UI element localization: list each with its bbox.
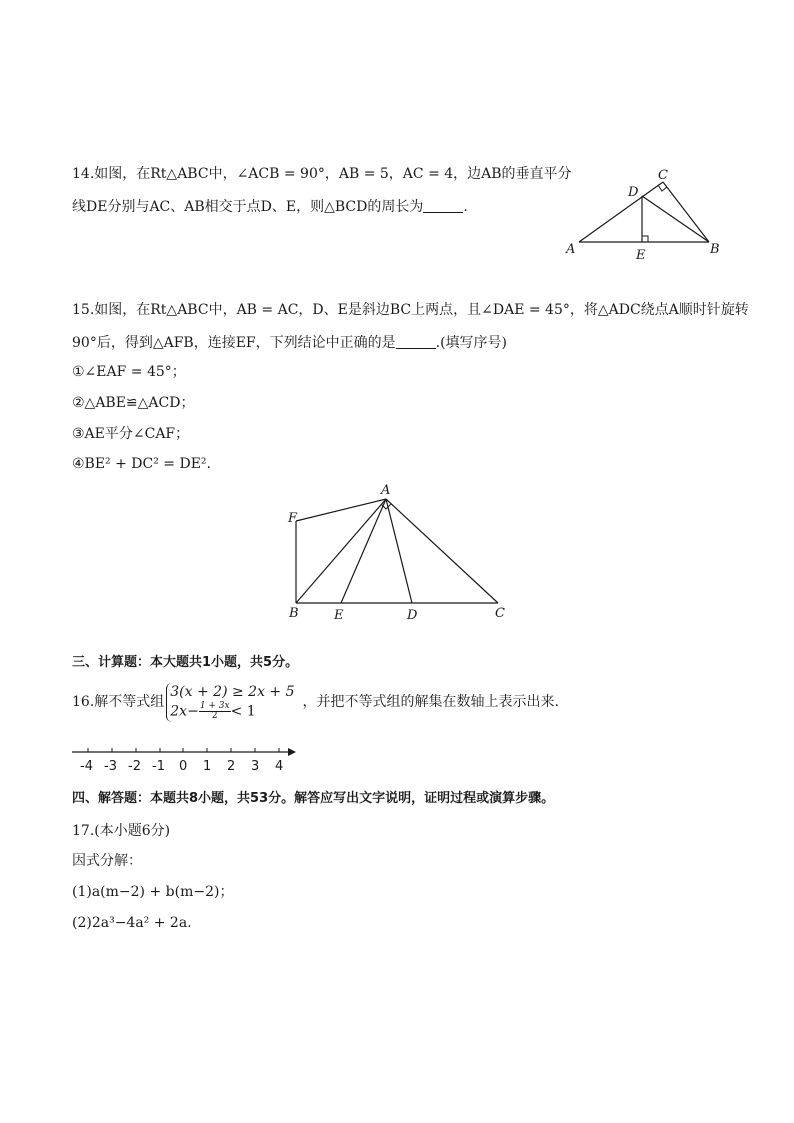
q14-label-b: B <box>710 242 720 257</box>
q16-suffix: ，并把不等式组的解集在数轴上表示出来. <box>302 693 559 710</box>
q14-segment-db <box>642 196 709 242</box>
tick-label--1: -1 <box>152 759 165 774</box>
q14-line2 <box>72 198 468 216</box>
tick-label--3: -3 <box>104 759 117 774</box>
q15-option-4: ④BE² + DC² = DE². <box>72 456 211 472</box>
number-line-arrow <box>288 748 296 756</box>
tick-label-4: 4 <box>275 759 284 774</box>
q16-frac-num: 1 + 3x <box>199 701 230 711</box>
q15-segment-ac <box>386 499 498 603</box>
q15-label-f: F <box>288 511 298 526</box>
q15-label-c: C <box>495 606 505 621</box>
q14-label-c: C <box>658 168 668 183</box>
q17-part2: (2)2a³−4a² + 2a. <box>72 915 192 931</box>
q16-inequality-1: 3(x + 2) ≥ 2x + 5 <box>170 684 295 700</box>
tick-label-3: 3 <box>251 759 260 774</box>
tick-label-0: 0 <box>179 759 188 774</box>
q15-option-3: ③AE平分∠CAF； <box>72 426 190 442</box>
q15-line2 <box>72 334 507 352</box>
section4-heading: 四、解答题：本题共8小题，共53分。解答应写出文字说明，证明过程或演算步骤。 <box>72 791 555 806</box>
q14-answer-blank[interactable] <box>423 198 463 213</box>
q15-label-a: A <box>381 483 391 498</box>
q15-segment-ae <box>341 499 386 603</box>
q14-side-ac <box>579 182 663 242</box>
q15-line2-end: .(填写序号) <box>435 335 508 351</box>
number-line <box>70 744 300 778</box>
q16-prefix: 16.解不等式组 <box>72 693 165 710</box>
q15-label-d: D <box>407 608 418 623</box>
q16-ineq2-left: 2x− <box>170 703 199 720</box>
q16-inequality-system <box>166 683 294 722</box>
q14-line1: 14.如图，在Rt△ABC中，∠ACB = 90°，AB = 5，AC = 4，边AB的垂直平分 <box>72 166 572 182</box>
q15-label-e: E <box>334 608 344 623</box>
q14-line2-text: 线DE分别与AC、AB相交于点D、E，则△BCD的周长为 <box>72 199 424 215</box>
q14-triangle-figure <box>562 165 722 265</box>
q14-label-e: E <box>636 248 646 263</box>
q14-label-d: D <box>628 185 639 200</box>
q16-inequality-2 <box>170 702 294 722</box>
q16-frac-den: 2 <box>211 711 218 721</box>
q17-title: 17.(本小题6分) <box>72 823 171 839</box>
tick-label--4: -4 <box>80 759 93 774</box>
tick-label-2: 2 <box>227 759 236 774</box>
q15-segment-ab <box>296 499 386 603</box>
q14-line2-end: . <box>463 199 468 215</box>
tick-label-1: 1 <box>203 759 212 774</box>
q15-segment-ad <box>386 499 412 603</box>
q14-right-angle-e <box>642 236 648 242</box>
q14-side-cb <box>663 182 709 242</box>
q15-segment-fa <box>296 499 386 521</box>
q17-part1: (1)a(m−2) + b(m−2)； <box>72 884 234 900</box>
q15-option-2: ②△ABE≌△ACD； <box>72 395 195 411</box>
q15-answer-blank[interactable] <box>396 334 436 349</box>
q15-option-1: ①∠EAF = 45°； <box>72 364 186 380</box>
q15-label-b: B <box>289 606 299 621</box>
section3-heading: 三、计算题：本大题共1小题，共5分。 <box>72 655 299 670</box>
q15-line1: 15.如图，在Rt△ABC中，AB = AC，D、E是斜边BC上两点，且∠DAE = 45°，将△ADC绕点A顺时针旋转 <box>72 302 749 318</box>
q16-line <box>72 683 559 722</box>
q16-ineq2-right: < 1 <box>230 703 256 720</box>
q14-label-a: A <box>566 242 576 257</box>
q15-figure <box>282 483 522 623</box>
q17-intro: 因式分解： <box>72 853 142 869</box>
tick-label--2: -2 <box>128 759 141 774</box>
q16-fraction <box>199 702 231 721</box>
q15-line2-text: 90°后，得到△AFB，连接EF，下列结论中正确的是 <box>72 335 396 351</box>
